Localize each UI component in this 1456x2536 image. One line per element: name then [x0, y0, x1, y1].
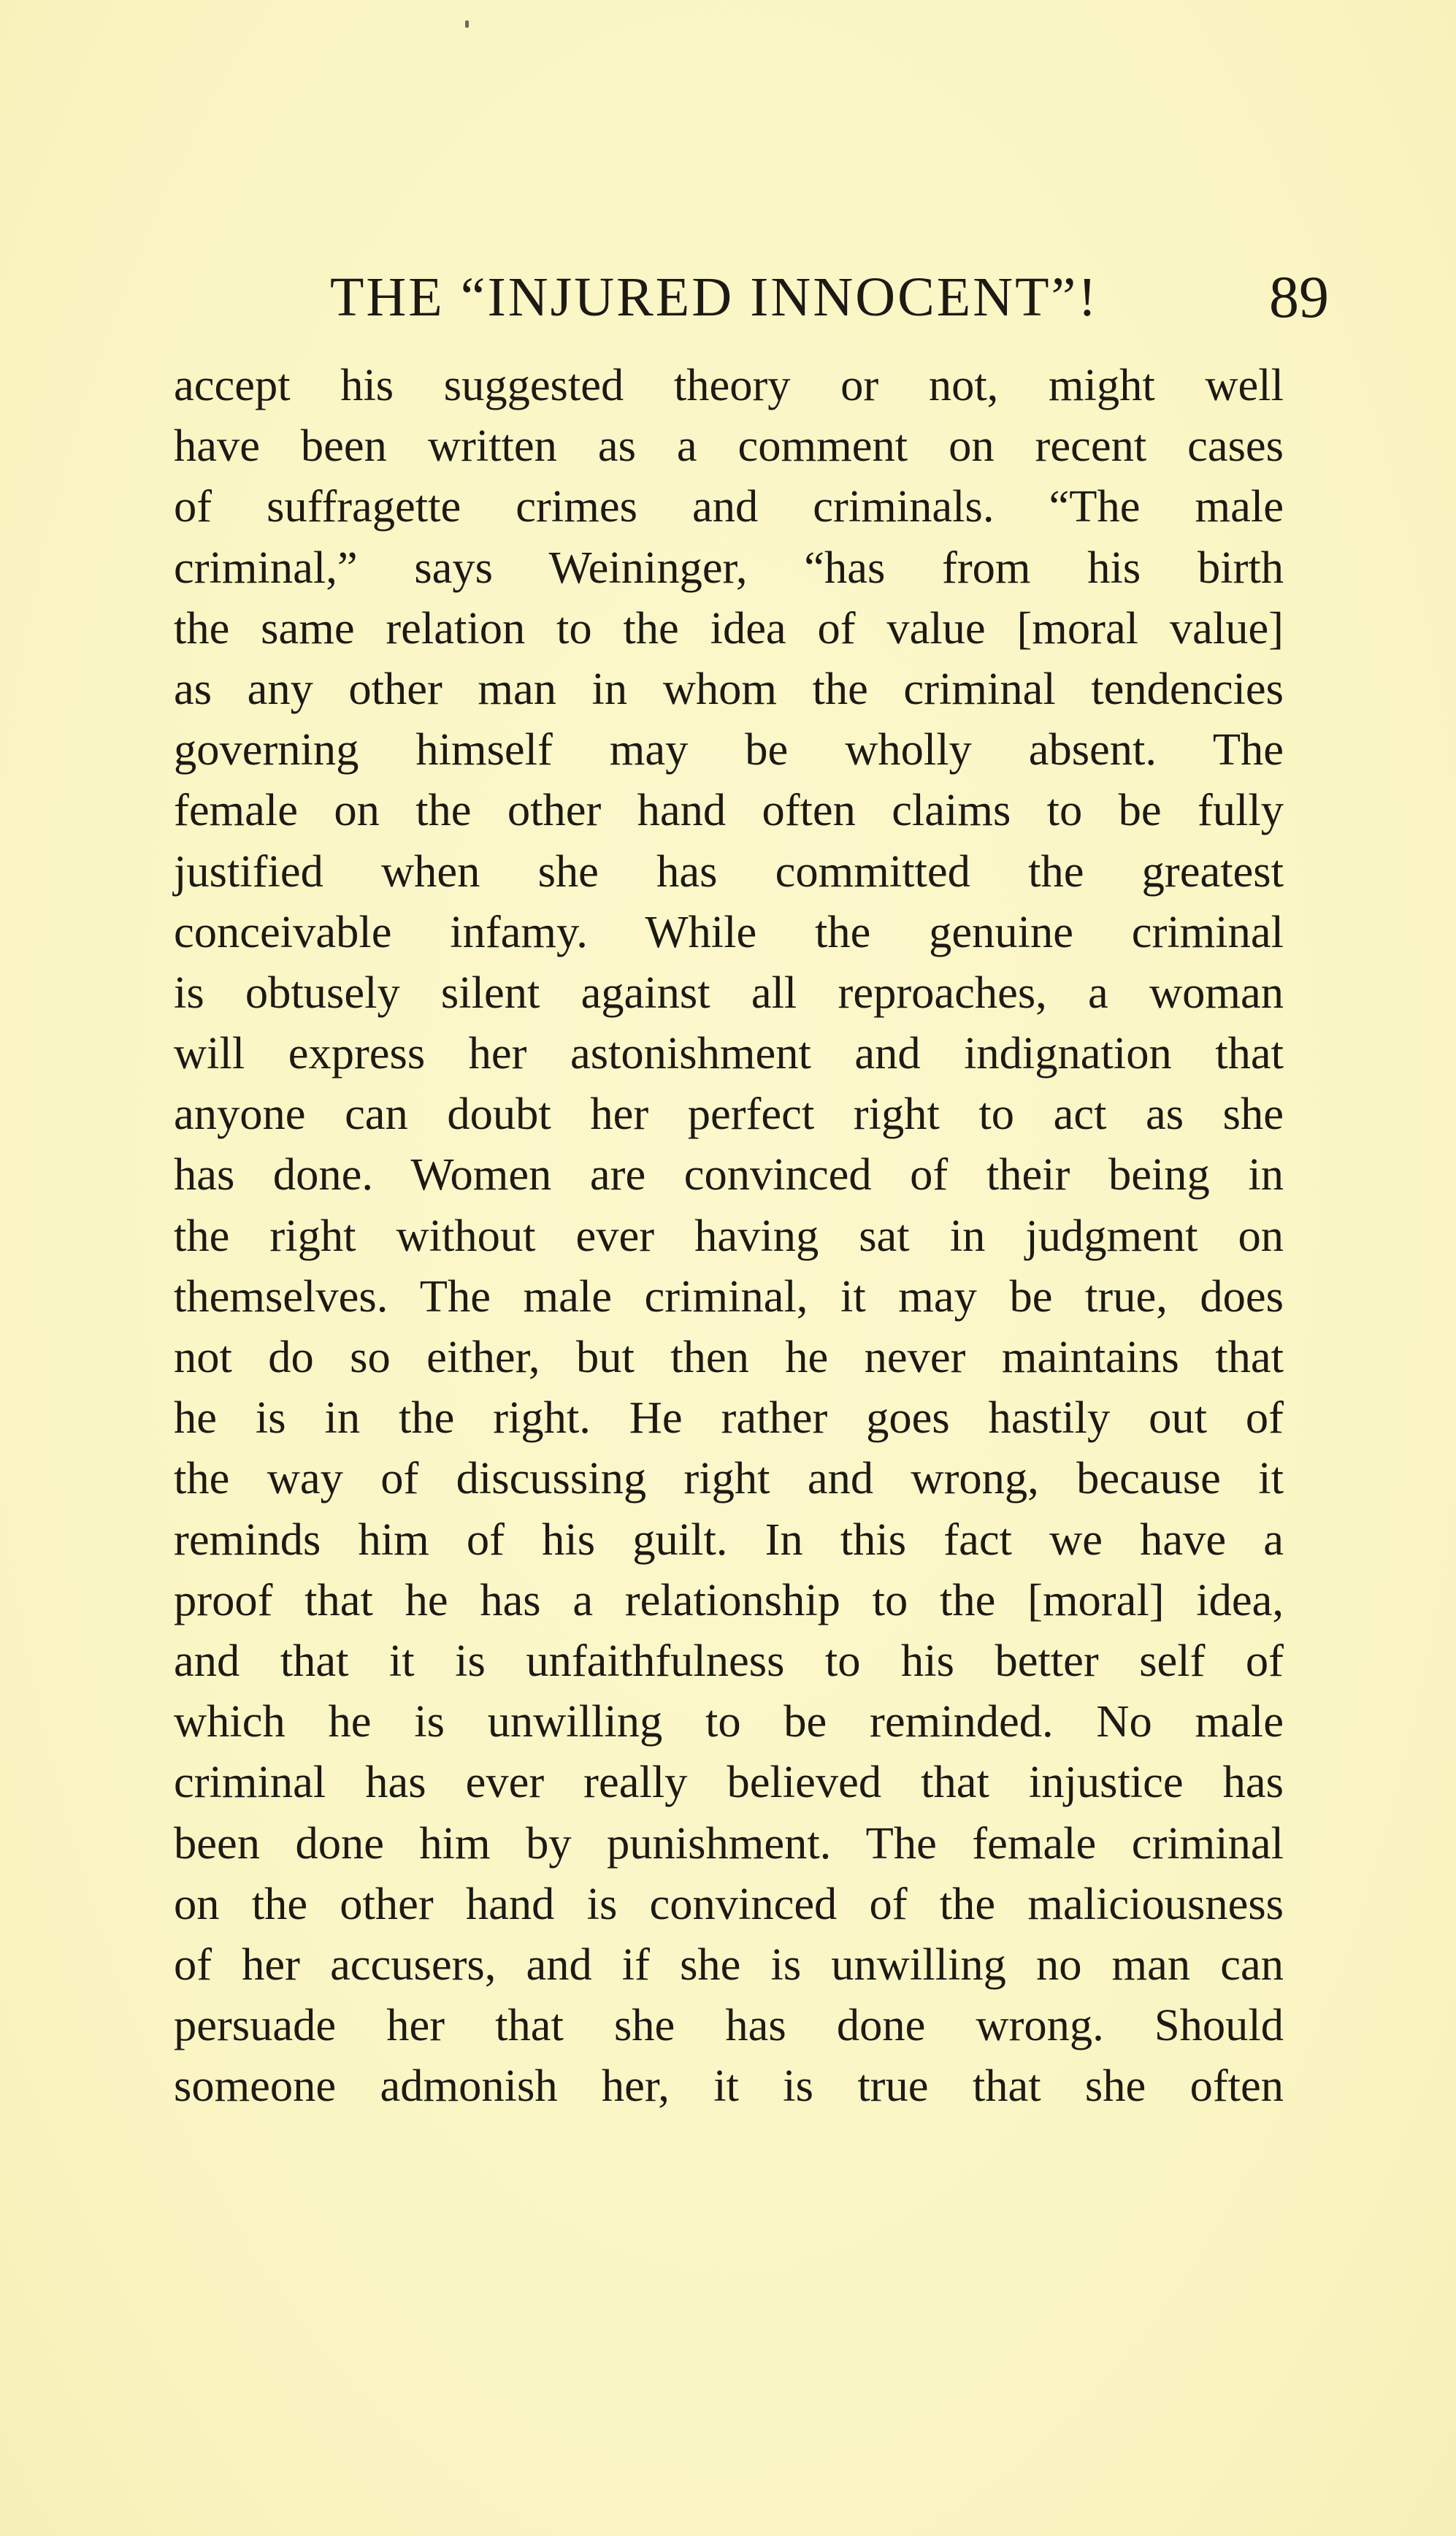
- text-line: as any other man in whom the criminal tendencies: [174, 662, 1284, 714]
- text-line: the right without ever having sat in judgment on: [174, 1209, 1284, 1261]
- text-line: has done. Women are convinced of their being in: [174, 1149, 1284, 1200]
- text-line: anyone can doubt her perfect right to act as she: [174, 1088, 1284, 1140]
- running-head: [175, 257, 1329, 337]
- text-line: not do so either, but then he never maintains that: [174, 1331, 1284, 1382]
- text-line: of suffragette crimes and criminals. “The male: [174, 480, 1284, 532]
- text-line: of her accusers, and if she is unwilling no man can: [174, 1938, 1284, 1990]
- text-line: have been written as a comment on recent cases: [174, 420, 1284, 472]
- text-line: will express her astonishment and indignation that: [174, 1027, 1284, 1079]
- text-line: on the other hand is convinced of the maliciousness: [174, 1877, 1284, 1929]
- text-line: someone admonish her, it is true that she often: [174, 2060, 1284, 2112]
- text-line: persuade her that she has done wrong. Should: [174, 1999, 1284, 2051]
- body-text: [174, 355, 1284, 2116]
- text-line: criminal,” says Weininger, “has from his birth: [174, 541, 1284, 593]
- text-line: reminds him of his guilt. In this fact we have a: [174, 1513, 1284, 1565]
- text-line: female on the other hand often claims to be fully: [174, 784, 1284, 836]
- text-line: which he is unwilling to be reminded. No male: [174, 1696, 1284, 1747]
- running-title: THE “INJURED INNOCENT”!: [330, 267, 1099, 328]
- text-line: the same relation to the idea of value [moral value]: [174, 602, 1284, 654]
- text-line: justified when she has committed the greatest: [174, 845, 1284, 897]
- text-line: criminal has ever really believed that injustice has: [174, 1756, 1284, 1808]
- text-line: been done him by punishment. The female criminal: [174, 1817, 1284, 1869]
- text-line: governing himself may be wholly absent. The: [174, 724, 1284, 775]
- text-line: conceivable infamy. While the genuine criminal: [174, 905, 1284, 957]
- text-line: accept his suggested theory or not, might well: [174, 359, 1284, 410]
- text-line: and that it is unfaithfulness to his better self of: [174, 1634, 1284, 1686]
- text-line: is obtusely silent against all reproaches, a woman: [174, 966, 1284, 1018]
- text-line: themselves. The male criminal, it may be true, does: [174, 1270, 1284, 1322]
- text-line: the way of discussing right and wrong, because it: [174, 1452, 1284, 1504]
- text-line: proof that he has a relationship to the [moral] idea,: [174, 1574, 1284, 1625]
- text-line: he is in the right. He rather goes hastily out of: [174, 1392, 1284, 1444]
- page-number: 89: [1269, 264, 1329, 330]
- ink-speck: [465, 20, 469, 28]
